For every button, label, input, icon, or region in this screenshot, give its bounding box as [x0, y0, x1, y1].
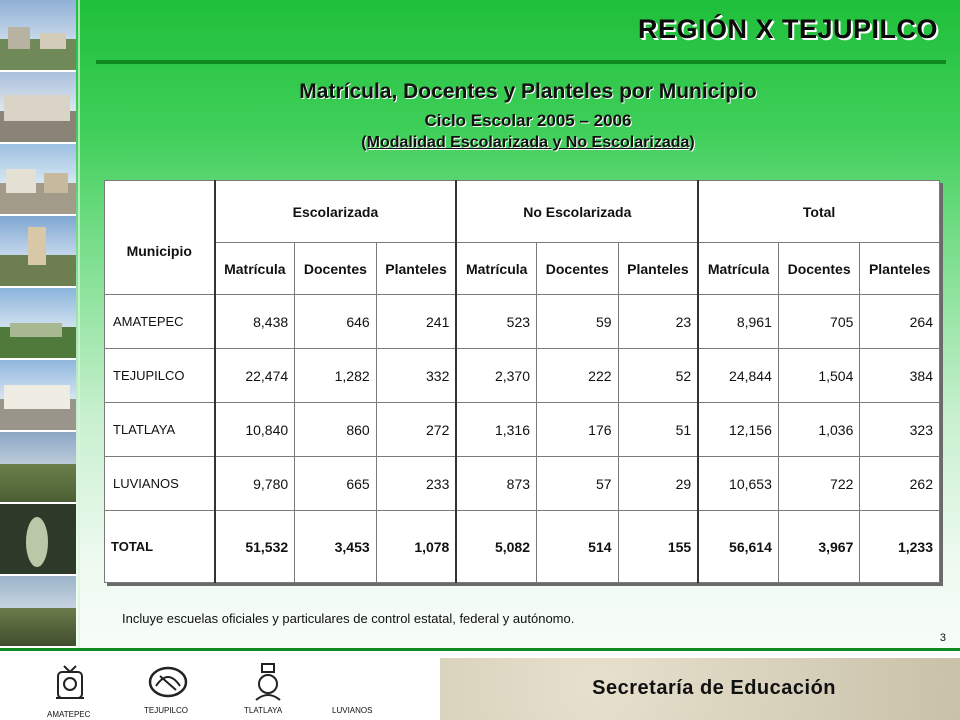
tlatlaya-glyph-icon	[248, 662, 288, 706]
subheader-planteles: Planteles	[376, 243, 456, 295]
cell-value: 705	[778, 295, 860, 349]
photo-cave	[0, 504, 76, 576]
subheader-matricula: Matrícula	[215, 243, 295, 295]
subheader-matricula: Matrícula	[698, 243, 778, 295]
cell-value: 264	[860, 295, 940, 349]
cell-value: 29	[618, 457, 698, 511]
photo-municipal-hall	[0, 360, 76, 432]
photo-town-plaza	[0, 0, 76, 72]
header-escolarizada: Escolarizada	[215, 181, 457, 243]
photo-church	[0, 216, 76, 288]
total-value: 155	[618, 511, 698, 583]
table-group-header-row	[105, 181, 940, 243]
table-row	[105, 403, 940, 457]
cell-value: 272	[376, 403, 456, 457]
emblem-label-tlatlaya: TLATLAYA	[244, 706, 283, 715]
subheader-docentes: Docentes	[537, 243, 619, 295]
header-no-escolarizada: No Escolarizada	[456, 181, 698, 243]
tejupilco-glyph-icon	[148, 662, 188, 706]
page-title: Matrícula, Docentes y Planteles por Municipio	[299, 80, 757, 103]
photo-garden	[0, 288, 76, 360]
cell-value: 12,156	[698, 403, 778, 457]
cell-value: 332	[376, 349, 456, 403]
cell-value: 722	[778, 457, 860, 511]
page-subtitle: Ciclo Escolar 2005 – 2006	[424, 111, 632, 130]
table-row	[105, 457, 940, 511]
table-subheader-row	[105, 243, 940, 295]
header-rule	[96, 60, 946, 64]
cell-value: 8,961	[698, 295, 778, 349]
strip-divider	[78, 0, 80, 648]
row-municipio: AMATEPEC	[105, 295, 215, 349]
cell-value: 10,653	[698, 457, 778, 511]
total-value: 56,614	[698, 511, 778, 583]
cell-value: 665	[295, 457, 377, 511]
cell-value: 384	[860, 349, 940, 403]
cell-value: 646	[295, 295, 377, 349]
subheader-planteles: Planteles	[860, 243, 940, 295]
cell-value: 23	[618, 295, 698, 349]
region-title: REGIÓN X TEJUPILCO	[637, 14, 938, 44]
photo-strip	[0, 0, 76, 648]
total-value: 1,078	[376, 511, 456, 583]
total-value: 3,967	[778, 511, 860, 583]
cell-value: 57	[537, 457, 619, 511]
photo-street	[0, 144, 76, 216]
table-row	[105, 295, 940, 349]
cell-value: 1,036	[778, 403, 860, 457]
footnote: Incluye escuelas oficiales y particulares de control estatal, federal y autónomo.	[122, 611, 575, 626]
secretaria-label: Secretaría de Educación	[592, 677, 836, 699]
cell-value: 873	[456, 457, 536, 511]
cell-value: 1,282	[295, 349, 377, 403]
cell-value: 262	[860, 457, 940, 511]
header-total: Total	[698, 181, 939, 243]
cell-value: 233	[376, 457, 456, 511]
page-number: 3	[939, 632, 946, 644]
table-row	[105, 349, 940, 403]
subheader-docentes: Docentes	[778, 243, 860, 295]
header-municipio: Municipio	[105, 181, 215, 295]
row-municipio: TLATLAYA	[105, 403, 215, 457]
emblem-label-luvianos: LUVIANOS	[332, 706, 373, 715]
photo-market-building	[0, 72, 76, 144]
total-value: 51,532	[215, 511, 295, 583]
subheader-matricula: Matrícula	[456, 243, 536, 295]
cell-value: 51	[618, 403, 698, 457]
amatepec-glyph-icon	[50, 662, 90, 706]
cell-value: 10,840	[215, 403, 295, 457]
cell-value: 2,370	[456, 349, 536, 403]
row-municipio: TEJUPILCO	[105, 349, 215, 403]
total-value: 3,453	[295, 511, 377, 583]
photo-hills	[0, 576, 76, 648]
cell-value: 323	[860, 403, 940, 457]
subheader-planteles: Planteles	[618, 243, 698, 295]
cell-value: 24,844	[698, 349, 778, 403]
row-total-label: TOTAL	[105, 511, 215, 583]
cell-value: 9,780	[215, 457, 295, 511]
subheader-docentes: Docentes	[295, 243, 377, 295]
cell-value: 8,438	[215, 295, 295, 349]
total-value: 514	[537, 511, 619, 583]
emblem-label-amatepec: AMATEPEC	[47, 710, 91, 719]
emblem-label-tejupilco: TEJUPILCO	[144, 706, 189, 715]
table-total-row	[105, 511, 940, 583]
cell-value: 241	[376, 295, 456, 349]
page-subtitle-modalidad: (Modalidad Escolarizada y No Escolarizada)	[361, 134, 695, 151]
cell-value: 22,474	[215, 349, 295, 403]
cell-value: 59	[537, 295, 619, 349]
photo-mountains	[0, 432, 76, 504]
cell-value: 1,504	[778, 349, 860, 403]
cell-value: 52	[618, 349, 698, 403]
cell-value: 523	[456, 295, 536, 349]
row-municipio: LUVIANOS	[105, 457, 215, 511]
total-value: 1,233	[860, 511, 940, 583]
cell-value: 1,316	[456, 403, 536, 457]
cell-value: 222	[537, 349, 619, 403]
cell-value: 860	[295, 403, 377, 457]
cell-value: 176	[537, 403, 619, 457]
enrollment-table	[104, 180, 940, 583]
total-value: 5,082	[456, 511, 536, 583]
